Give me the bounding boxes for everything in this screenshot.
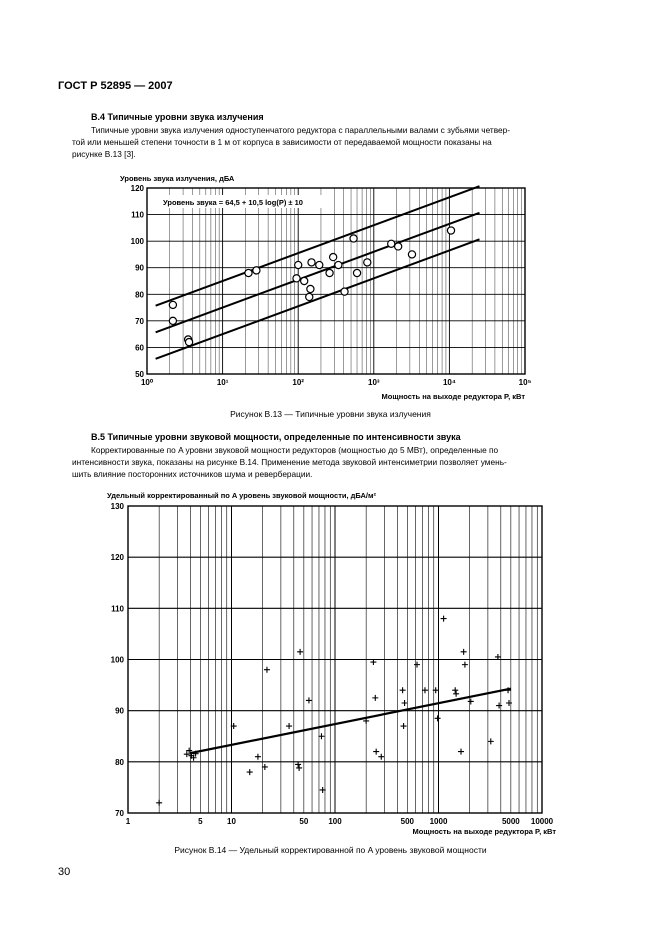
x-tick-label: 500 <box>400 817 415 826</box>
x-tick-label: 10³ <box>368 378 380 387</box>
data-point <box>318 733 324 739</box>
paragraph-line: Типичные уровни звука излучения одноступенчатого редуктора с параллельными валами с зубьями четвер- <box>91 125 511 135</box>
data-point <box>414 662 420 668</box>
data-point <box>400 687 406 693</box>
data-point <box>402 700 408 706</box>
y-tick-label: 120 <box>130 184 144 193</box>
data-point <box>468 698 474 704</box>
data-point <box>296 765 302 771</box>
y-tick-label: 50 <box>135 370 144 379</box>
data-point <box>461 649 467 655</box>
y-axis-label: Уровень звука излучения, дБА <box>120 174 235 183</box>
section-title-b5: B.5 Типичные уровни звуковой мощности, определенные по интенсивности звука <box>91 432 461 442</box>
data-point <box>255 754 261 760</box>
x-tick-label: 10⁰ <box>140 378 154 387</box>
x-axis-label: Мощность на выходе редуктора P, кВт <box>412 827 556 836</box>
data-point <box>453 691 459 697</box>
x-tick-label: 10 <box>227 817 236 826</box>
x-tick-label: 10² <box>292 378 304 387</box>
data-point <box>156 800 162 806</box>
data-point <box>264 667 270 673</box>
x-tick-label: 5 <box>198 817 203 826</box>
y-tick-label: 110 <box>131 210 144 220</box>
data-point <box>378 754 384 760</box>
y-tick-label: 100 <box>130 237 144 247</box>
y-tick-label: 100 <box>110 655 124 665</box>
paragraph-line: Корректированные по A уровни звуковой мощности редукторов (мощностью до 5 МВт), определенные по <box>91 445 499 455</box>
y-tick-label: 80 <box>115 757 124 767</box>
x-tick-label: 1 <box>125 817 131 826</box>
y-tick-label: 90 <box>135 263 144 273</box>
data-point <box>452 687 458 693</box>
y-axis-label: Удельный корректированный по A уровень звуковой мощности, дБА/м² <box>107 491 377 500</box>
data-point <box>441 616 447 622</box>
x-tick-label: 10¹ <box>216 378 229 387</box>
y-tick-label: 130 <box>110 502 124 511</box>
data-point <box>297 649 303 655</box>
x-tick-label: 5000 <box>501 817 520 826</box>
data-point <box>247 769 253 775</box>
x-tick-labels <box>126 817 554 826</box>
y-tick-label: 70 <box>115 809 124 818</box>
x-tick-label: 10⁵ <box>518 378 532 387</box>
page-number: 30 <box>58 866 71 878</box>
section-title-b4: B.4 Типичные уровни звука излучения <box>91 112 264 122</box>
data-point <box>372 695 378 701</box>
figure-b14-caption: Рисунок B.14 — Удельный корректированной по A уровень звуковой мощности <box>174 845 487 855</box>
trend-line-segment <box>190 689 511 753</box>
data-point <box>462 662 468 668</box>
figure-b13-caption: Рисунок B.13 — Типичные уровни звука излучения <box>230 409 431 419</box>
paragraph-line: шить влияние посторонних источников шума и реверберации. <box>72 469 313 479</box>
y-tick-label: 90 <box>115 706 124 716</box>
x-axis-label: Мощность на выходе редуктора P, кВт <box>381 392 525 401</box>
x-tick-label: 10000 <box>530 817 554 826</box>
data-point <box>306 697 312 703</box>
y-tick-label: 80 <box>135 290 144 300</box>
paragraph-line: рисунке B.13 [3]. <box>72 149 136 159</box>
x-tick-label: 100 <box>328 817 342 826</box>
trend-line <box>190 689 511 753</box>
x-tick-label: 1000 <box>429 817 448 826</box>
paragraph-line: той или меньшей степени точности в 1 м от корпуса в зависимости от передаваемой мощности показаны на <box>72 137 492 147</box>
data-point <box>286 723 292 729</box>
regression-annotation: Уровень звука = 64,5 + 10,5 log(P) ± 10 <box>163 198 303 207</box>
y-tick-label: 70 <box>135 316 144 326</box>
data-point <box>435 715 441 721</box>
document-header: ГОСТ Р 52895 — 2007 <box>58 80 173 92</box>
y-tick-label: 110 <box>111 604 124 614</box>
y-tick-labels <box>111 502 125 818</box>
data-point <box>496 703 502 709</box>
data-point <box>488 738 494 744</box>
data-point <box>422 687 428 693</box>
y-tick-label: 60 <box>135 343 144 353</box>
x-tick-label: 50 <box>299 817 309 826</box>
data-point <box>458 749 464 755</box>
data-point <box>401 723 407 729</box>
data-point <box>373 749 379 755</box>
y-tick-label: 120 <box>110 553 124 563</box>
x-tick-label: 10⁴ <box>442 378 456 387</box>
paragraph-line: интенсивности звука, показаны на рисунке B.14. Применение метода звуковой интенсиметрии позволяет умень- <box>72 457 507 467</box>
chart-grid <box>128 506 542 813</box>
